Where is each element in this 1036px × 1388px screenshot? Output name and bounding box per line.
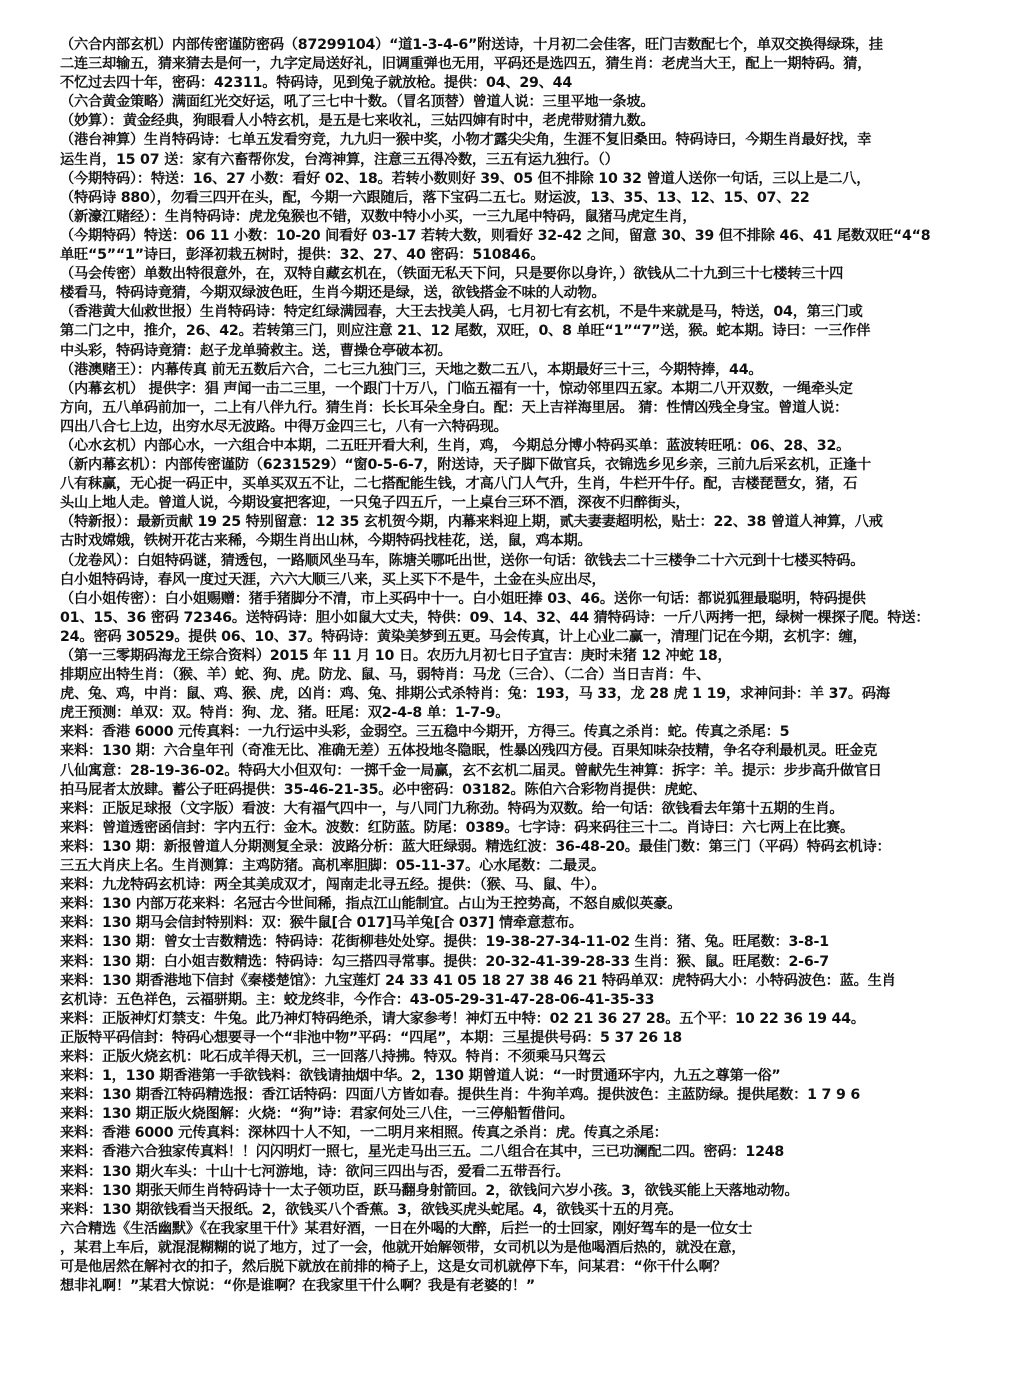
text-line: 来料：130 期：曾女士吉数精选：特码诗：花街柳巷处处穿。提供：19-38-27-34-11-02 生肖：猪、兔。旺尾数：3-8-1 [60,934,829,951]
text-line: 来料：130 内部万花来料：名冠古今世间稀，指点江山能制宜。占山为王控势高，不怒自威似英豪。 [60,896,682,913]
text-line: （今期特码）：特送：16、27 小数：看好 02、18。若转小数则好 39、05 但不排除 10 32 曾道人送你一句话，三以上是二八， [60,170,871,187]
text-line: （马会传密）单数出特很意外，在，双特自藏玄机在，（铁面无私天下问，只是要你以身许，）欲钱从二十九到三十七楼转三十四 [60,266,844,283]
text-line: 头山上地人走。曾道人说，今期设宴把客迎，一只兔子四五斤，一上桌台三环不酒，深夜不归醉街头， [60,495,690,512]
text-line: 三五大肖庆上名。生肖测算：主鸡防猪。高机率胆脚：05-11-37。心水尾数：二最灵。 [60,858,605,875]
text-line: 来料：正版神灯灯禁支：牛兔。此乃神灯特码绝杀，请大家参考！神灯五中特：02 21 36 27 28。五个平：10 22 36 19 44。 [60,1010,865,1027]
text-line: 来料：130 期欲钱看当天报纸。2，欲钱买八个香蕉。3，欲钱买虎头蛇尾。4，欲钱买十五的月亮。 [60,1201,683,1218]
text-line: ，某君上车后，就混混糊糊的说了地方，过了一会，他就开始解领带，女司机以为是他喝酒后热的，就没在意， [60,1239,746,1256]
text-line: 虎王预测：单双：双。特肖：狗、龙、猪。旺尾：双2-4-8 单：1-7-9。 [60,705,510,722]
text-line: （内幕玄机） 提供字：猖 声闻一击二三里，一个跟门十万八，门临五福有一十，惊动邻里四五家。本期二八开双数，一绳牵头定 [60,380,853,397]
text-line: （心水玄机）内部心水，一六组合中本期，二五旺开看大利，生肖，鸡， 今期总分博小特码买单：蓝波转旺吼：06、28、32。 [60,437,851,454]
text-line: 六合精选《生活幽默》《在我家里干什》某君好酒，一日在外喝的大醉，后拦一的士回家，刚好驾车的是一位女士 [60,1220,753,1237]
text-line: （特新报）：最新贡献 19 25 特别留意：12 35 玄机贺今期，内幕来料迎上期，贰夫妻妻超明松，贴士：22、38 曾道人神算，八戒 [60,514,883,531]
text-line: 四出八合七上边，出穷水尽无波路。中得万金四三七，八有一六特码现。 [60,418,508,435]
text-line: （第一三零期码海龙王综合资料）2015 年 11 月 10 日。农历九月初七日子宜吉：庚时未猪 12 冲蛇 18， [60,648,732,664]
text-line: 来料：130 期：白小姐吉数精选：特码诗：勾三搭四寻常事。提供：20-32-41-39-28-33 生肖：猴、鼠。旺尾数：2-6-7 [60,953,829,970]
text-line: 八有秣赢，无心捉一码正中，买单买双五不让，二七搭配能生钱，才高八门人气升，生肖，牛栏开牛仔。配，吉楼琵琶女，猪，石 [60,476,858,493]
text-line: 来料：130 期火车头：十山十七河游地，诗：欲问三四出与否，爱看二五带吾行。 [60,1163,570,1180]
text-line: （龙卷风）：白姐特码谜，猜透包，一路顺风坐马车，陈塘关哪吒出世，送你一句话：欲钱去二十三楼争二十六元到十七楼买特码。 [60,552,865,569]
text-line: 单旺“5”“1”诗曰，彭泽初栽五树时，提供：32、27、40 密码：510846。 [60,247,545,264]
text-line: （港澳赌王）：内幕传真 前无五数后六合，二七三九独门三，天地之数二五八，本期最好三十三，今期特捧，44。 [60,361,763,378]
text-line: 中头彩，特码诗竟猜：赵子龙单骑救主。送，曹操仓亭破本初。 [60,342,452,359]
text-line: 白小姐特码诗，春风一度过天涯，六六大顺三八来，买上买下不是牛，土金在头应出尽， [60,571,606,588]
text-line: （特码诗 880），勿看三四开在头，配，今期一六跟随后，落下宝码二五七。财运波，13、35、13、12、15、07、22 [60,189,810,206]
text-line: （新内幕玄机）：内部传密谨防（6231529）“窗0-5-6-7，附送诗，天子脚下做官兵，衣锦选乡见乡亲，三前九后采玄机，正逢十 [60,457,871,474]
text-line [60,1334,990,1353]
text-line: 古时戏嫦娥，铁树开花古来稀，今期生肖出山林，今期特码找桂花，送，鼠，鸡本期。 [60,533,592,550]
text-line: 玄机诗：五色祥色，云福骈期。主：蛟龙终非，今作合：43-05-29-31-47-28-06-41-35-33 [60,991,655,1008]
text-line: 来料：130 期正版火烧图解：火烧：“狗”诗：君家何处三八住，一三停船暂借问。 [60,1106,574,1123]
text-line: 来料：130 期香港地下信封《秦楼楚馆》：九宝莲灯 24 33 41 05 18 27 38 46 21 特码单双：虎特码大小：小特码波色：蓝。生肖 [60,972,896,989]
text-line: 方向，五八单码前加一，二上有八伴九行。猜生肖：长长耳朵全身白。配：天上吉祥海里居。 猜：性情凶残全身宝。曾道人说： [60,399,849,416]
text-line: 来料：130 期香江特码精选报：香江话特码：四面八方皆如春。提供生肖：牛狗羊鸡。提供波色：主蓝防绿。提供尾数：1 7 9 6 [60,1087,861,1104]
text-line: （六合内部玄机）内部传密谨防密码（87299104）“道1-3-4-6”附送诗，十月初二会佳客，旺门吉数配七个，单双交换得绿珠，挂 [60,37,883,53]
text-line: 拍马屁者太放肆。蓄公子旺码提供：35-46-21-35。必中密码：03182。陈伯六合彩物肖提供：虎蛇、 [60,781,707,798]
text-line: 运生肖，15 07 送：家有六畜帮你发，台湾神算，注意三五得冷数，三五有运九独行。（） [60,151,619,168]
document-body [60,36,990,1376]
text-line [60,1315,990,1334]
text-line: 来料：香港六合独家传真料！！闪闪明灯一照七，星光走马出三五。二八组合在其中，三已功澜配二四。密码：1248 [60,1144,785,1161]
text-line: （今期特码）特送：06 11 小数：10-20 间看好 03-17 若转大数，则看好 32-42 之间，留意 30、39 但不排除 46、41 尾数双旺“4“8 [60,227,931,244]
text-line: 来料：曾道透密函信封：字内五行：金木。波数：红防蓝。防尾：0389。七字诗：码来码往三十二。肖诗曰：六七两上在比赛。 [60,819,855,836]
text-line: 来料：130 期马会信封特别料：双：猴牛鼠[合 017]马羊兔[合 037] 情牵意惹布。 [60,915,583,932]
text-line: （香港黄大仙救世报）生肖特码诗：特定红绿满园春，大王去找美人码，七月初七有玄机，不是牛来就是马，特送，04，第三门或 [60,304,863,321]
text-line: （六合黄金策略）满面红光交好运，吼了三七中十数。（冒名顶替）曾道人说：三里平地一条坡。 [60,94,655,111]
text-line: （妙算）：黄金经典，狗眼看人小特玄机，是五是七来收礼，三姑四婶有时中，老虎带财猜九数。 [60,113,655,130]
text-line: 来料：九龙特码玄机诗：两全其美成双才，闯南走北寻五经。提供：（猴、马、鼠、牛）。 [60,877,606,894]
text-line: 来料：1，130 期香港第一手欲钱料：欲钱请抽烟中华。2，130 期曾道人说：“一时贯通环宇内，九五之尊第一俗” [60,1068,781,1085]
text-line: 想非礼啊！”某君大惊说：“你是谁啊？在我家里干什么啊？我是有老婆的！” [60,1278,535,1295]
text-line: （白小姐传密）：白小姐赐赠：猪手猪脚分不清，市上买码中十一。白小姐旺捧 03、46。送你一句话：都说狐狸最聪明，特码提供 [60,590,866,607]
text-line: 来料：正版足球报（文字版）看波：大有福气四中一，与八同门九称劲。特码为双数。给一句话：欲钱看去年第十五期的生肖。 [60,800,844,817]
text-line: 01、15、36 密码 72346。送特码诗：胆小如鼠大丈夫，特供：09、14、32、44 猜特码诗：一斤八两拷一把，绿树一棵探子爬。特送： [60,609,930,626]
text-line: 第二门之中，推介，26、42。若转第三门，则应注意 21、12 尾数，双旺，0、8 单旺“1”“7”送，猴。蛇本期。诗曰：一三作伴 [60,323,871,340]
text-line: 来料：香港 6000 元传真料：深林四十人不知，一二明月来相照。传真之杀肖：虎。传真之杀尾： [60,1125,668,1142]
text-line: 八仙寓意：28-19-36-02。特码大小但双句：一掷千金一局赢，玄不玄机二届灵。曾献先生神算：拆字：羊。提示：步步高升做官日 [60,762,882,779]
text-line: 不忆过去四十年，密码：42311。特码诗，见到兔子就放枪。提供：04、29、44 [60,75,573,92]
text-line: 来料：130 期：新报曾道人分期测复全录：波路分析：蓝大旺绿弱。精选红波：36-48-20。最佳门数：第三门（平码）特码玄机诗： [60,838,891,855]
text-line: 来料：130 期：六合皇年刊（奇准无比、准确无差）五体投地冬隐眠，性暴凶残四方侵。百果知味杂技精，争名夺利最机灵。旺金克 [60,743,878,760]
text-line: 虎、兔、鸡，中肖：鼠、鸡、猴、虎，凶肖：鸡、兔、排期公式杀特肖：兔：193，马 33，龙 28 虎 1 19，求神问卦：羊 37。码海 [60,686,890,703]
text-line: （港台神算）生肖特码诗：七单五发看穷竞，九九归一猴中奖，小物才露尖尖角，生涯不复旧桑田。特码诗曰，今期生肖最好找，幸 [60,132,872,149]
text-line [60,1296,990,1315]
text-line: 来料：香港 6000 元传真料：一九行运中头彩，金弱空。三五稳中今期开，方得三。传真之杀肖：蛇。传真之杀尾：5 [60,724,790,741]
text-line: 24。密码 30529。提供 06、10、37。特码诗：黄染美梦到五更。马会传真，计上心业二赢一，清理门记在今期，玄机字：缠， [60,628,867,645]
text-line: 正版特平码信封：特码心想要寻一个“非池中物”平码：“四尾”，本期：三星提供号码：5 37 26 18 [60,1029,682,1046]
text-line: （新濠江赌经）：生肖特码诗：虎龙兔猴也不错，双数中特小小买，一三九尾中特码，鼠猪马虎定生肖， [60,208,697,225]
text-line: 来料：正版火烧玄机：叱石成羊得天机，三一回落八持拂。特双。特肖：不须乘马只驾云 [60,1048,606,1065]
text-line: 可是他居然在解衬衣的扣子，然后脱下就放在前排的椅子上，这是女司机就停下车，问某君：“你干什么啊？ [60,1259,727,1275]
text-line: 排期应出特生肖：（猴、羊）蛇、狗、虎。防龙、鼠、马，弱特肖：马龙（三合）、（二合）当日吉肖：牛、 [60,667,711,684]
text-line: 楼看马，特码诗竟猜，今期双绿波色旺，生肖今期还是绿，送，欲钱搭金不味的人动物。 [60,285,606,302]
text-line: 二连三却输五，猜来猜去是何一，九字定局送好礼，旧调重弹也无用，平码还是选四五，猜生肖：老虎当大王，配上一期特码。猜， [60,56,872,73]
text-line: 来料：130 期张天师生肖特码诗十一太子领功臣，跃马翻身射箭回。2，欲钱问六岁小孩。3，欲钱买能上天落地动物。 [60,1182,799,1199]
